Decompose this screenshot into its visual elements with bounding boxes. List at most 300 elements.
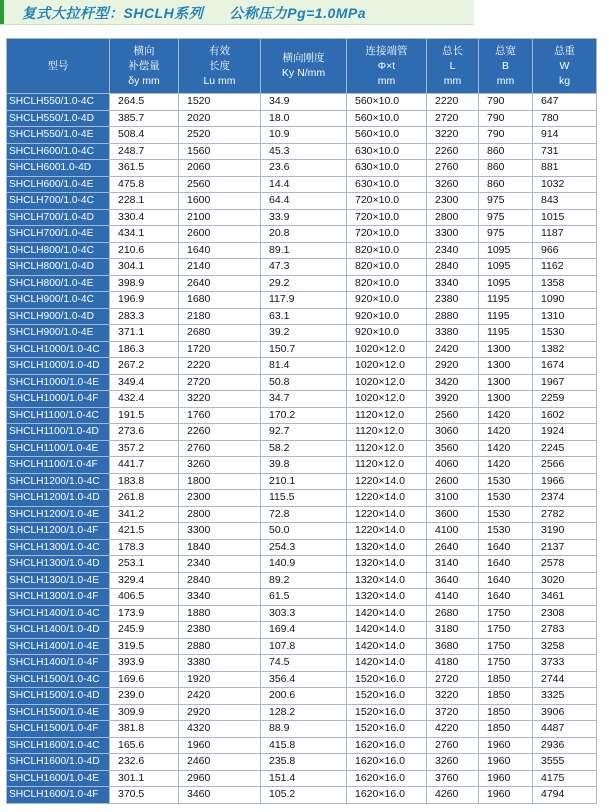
value-cell: 128.2 xyxy=(261,704,347,721)
value-cell: 1520×16.0 xyxy=(347,671,427,688)
value-cell: 1966 xyxy=(533,473,597,490)
value-cell: 1320×14.0 xyxy=(347,589,427,606)
title-bar xyxy=(0,0,474,25)
value-cell: 3260 xyxy=(427,176,479,193)
table-row xyxy=(7,539,597,556)
value-cell: 1195 xyxy=(479,325,533,342)
value-cell: 357.2 xyxy=(110,440,179,457)
value-cell: 23.6 xyxy=(261,160,347,177)
value-cell: 1750 xyxy=(479,605,533,622)
value-cell: 860 xyxy=(479,176,533,193)
model-cell: SHCLH900/1.0-4C xyxy=(7,292,110,309)
value-cell: 1760 xyxy=(179,407,261,424)
value-cell: 820×10.0 xyxy=(347,242,427,259)
value-cell: 140.9 xyxy=(261,556,347,573)
value-cell: 1320×14.0 xyxy=(347,539,427,556)
value-cell: 2680 xyxy=(179,325,261,342)
value-cell: 393.9 xyxy=(110,655,179,672)
value-cell: 3190 xyxy=(533,523,597,540)
value-cell: 50.0 xyxy=(261,523,347,540)
model-cell: SHCLH900/1.0-4E xyxy=(7,325,110,342)
model-cell: SHCLH1400/1.0-4E xyxy=(7,638,110,655)
value-cell: 1850 xyxy=(479,721,533,738)
value-cell: 196.9 xyxy=(110,292,179,309)
column-header xyxy=(179,39,261,94)
value-cell: 1420 xyxy=(479,424,533,441)
value-cell: 1320×14.0 xyxy=(347,556,427,573)
table-row xyxy=(7,110,597,127)
value-cell: 1420×14.0 xyxy=(347,655,427,672)
table-row xyxy=(7,490,597,507)
model-cell: SHCLH1600/1.0-4D xyxy=(7,754,110,771)
table-row xyxy=(7,374,597,391)
table-row xyxy=(7,440,597,457)
value-cell: 1220×14.0 xyxy=(347,473,427,490)
table-row xyxy=(7,391,597,408)
model-cell: SHCLH1600/1.0-4E xyxy=(7,770,110,787)
column-header-line: Ky N/mm xyxy=(281,67,326,79)
value-cell: 89.2 xyxy=(261,572,347,589)
value-cell: 3300 xyxy=(427,226,479,243)
column-header-line: W xyxy=(559,59,570,72)
table-row xyxy=(7,688,597,705)
value-cell: 349.4 xyxy=(110,374,179,391)
value-cell: 3460 xyxy=(179,787,261,804)
value-cell: 50.8 xyxy=(261,374,347,391)
value-cell: 820×10.0 xyxy=(347,259,427,276)
value-cell: 1750 xyxy=(479,638,533,655)
value-cell: 89.1 xyxy=(261,242,347,259)
value-cell: 3100 xyxy=(427,490,479,507)
table-row xyxy=(7,754,597,771)
value-cell: 720×10.0 xyxy=(347,193,427,210)
value-cell: 2760 xyxy=(427,160,479,177)
value-cell: 1530 xyxy=(533,325,597,342)
table-row xyxy=(7,275,597,292)
model-cell: SHCLH900/1.0-4D xyxy=(7,308,110,325)
value-cell: 2137 xyxy=(533,539,597,556)
table-row xyxy=(7,424,597,441)
value-cell: 1520×16.0 xyxy=(347,721,427,738)
table-row xyxy=(7,589,597,606)
value-cell: 39.2 xyxy=(261,325,347,342)
value-cell: 3020 xyxy=(533,572,597,589)
value-cell: 1420 xyxy=(479,407,533,424)
value-cell: 34.9 xyxy=(261,94,347,111)
value-cell: 1850 xyxy=(479,688,533,705)
value-cell: 434.1 xyxy=(110,226,179,243)
value-cell: 2840 xyxy=(179,572,261,589)
title-accent-stripe xyxy=(0,0,4,24)
column-header-line: mm xyxy=(443,74,462,87)
table-row xyxy=(7,226,597,243)
value-cell: 920×10.0 xyxy=(347,325,427,342)
model-cell: SHCLH1200/1.0-4D xyxy=(7,490,110,507)
spec-table xyxy=(6,38,597,804)
value-cell: 1960 xyxy=(479,787,533,804)
value-cell: 1187 xyxy=(533,226,597,243)
table-row xyxy=(7,457,597,474)
value-cell: 2245 xyxy=(533,440,597,457)
value-cell: 3325 xyxy=(533,688,597,705)
value-cell: 4175 xyxy=(533,770,597,787)
value-cell: 432.4 xyxy=(110,391,179,408)
value-cell: 3180 xyxy=(427,622,479,639)
value-cell: 117.9 xyxy=(261,292,347,309)
value-cell: 3380 xyxy=(427,325,479,342)
value-cell: 1020×12.0 xyxy=(347,391,427,408)
table-row xyxy=(7,341,597,358)
value-cell: 975 xyxy=(479,226,533,243)
value-cell: 720×10.0 xyxy=(347,226,427,243)
value-cell: 647 xyxy=(533,94,597,111)
value-cell: 2380 xyxy=(427,292,479,309)
header-row xyxy=(7,39,597,94)
value-cell: 508.4 xyxy=(110,127,179,144)
model-cell: SHCLH600/1.0-4E xyxy=(7,176,110,193)
value-cell: 2220 xyxy=(427,94,479,111)
value-cell: 1300 xyxy=(479,358,533,375)
model-cell: SHCLH1000/1.0-4F xyxy=(7,391,110,408)
value-cell: 1095 xyxy=(479,259,533,276)
model-cell: SHCLH1200/1.0-4E xyxy=(7,506,110,523)
table-row xyxy=(7,671,597,688)
table-row xyxy=(7,127,597,144)
value-cell: 1420×14.0 xyxy=(347,605,427,622)
column-header-line: 总宽 xyxy=(495,44,516,57)
value-cell: 1620×16.0 xyxy=(347,770,427,787)
column-header xyxy=(7,39,110,94)
table-header xyxy=(7,39,597,94)
value-cell: 283.3 xyxy=(110,308,179,325)
column-header-line: L xyxy=(449,59,456,72)
table-row xyxy=(7,655,597,672)
value-cell: 843 xyxy=(533,193,597,210)
table-row xyxy=(7,160,597,177)
model-cell: SHCLH600/1.0-4C xyxy=(7,143,110,160)
value-cell: 92.7 xyxy=(261,424,347,441)
value-cell: 169.4 xyxy=(261,622,347,639)
value-cell: 2800 xyxy=(427,209,479,226)
value-cell: 165.6 xyxy=(110,737,179,754)
value-cell: 2140 xyxy=(179,259,261,276)
value-cell: 630×10.0 xyxy=(347,160,427,177)
value-cell: 1032 xyxy=(533,176,597,193)
value-cell: 1420 xyxy=(479,457,533,474)
value-cell: 1162 xyxy=(533,259,597,276)
model-cell: SHCLH800/1.0-4E xyxy=(7,275,110,292)
column-header-line: 总长 xyxy=(442,44,463,57)
value-cell: 2720 xyxy=(427,671,479,688)
value-cell: 2260 xyxy=(179,424,261,441)
column-header xyxy=(110,39,179,94)
value-cell: 1020×12.0 xyxy=(347,341,427,358)
table-row xyxy=(7,704,597,721)
value-cell: 2566 xyxy=(533,457,597,474)
value-cell: 3420 xyxy=(427,374,479,391)
value-cell: 1520 xyxy=(179,94,261,111)
value-cell: 1220×14.0 xyxy=(347,523,427,540)
value-cell: 2308 xyxy=(533,605,597,622)
value-cell: 2560 xyxy=(427,407,479,424)
value-cell: 1750 xyxy=(479,655,533,672)
value-cell: 370.5 xyxy=(110,787,179,804)
value-cell: 398.9 xyxy=(110,275,179,292)
value-cell: 239.0 xyxy=(110,688,179,705)
value-cell: 2260 xyxy=(427,143,479,160)
value-cell: 341.2 xyxy=(110,506,179,523)
model-cell: SHCLH700/1.0-4E xyxy=(7,226,110,243)
column-header-line: B xyxy=(501,59,509,72)
value-cell: 1020×12.0 xyxy=(347,358,427,375)
value-cell: 1640 xyxy=(179,242,261,259)
table-row xyxy=(7,605,597,622)
value-cell: 319.5 xyxy=(110,638,179,655)
value-cell: 2259 xyxy=(533,391,597,408)
value-cell: 2300 xyxy=(179,490,261,507)
value-cell: 1020×12.0 xyxy=(347,374,427,391)
table-body xyxy=(7,94,597,804)
value-cell: 3340 xyxy=(179,589,261,606)
table-row xyxy=(7,259,597,276)
value-cell: 58.2 xyxy=(261,440,347,457)
model-cell: SHCLH1000/1.0-4C xyxy=(7,341,110,358)
value-cell: 630×10.0 xyxy=(347,143,427,160)
column-header-line: 长度 xyxy=(209,59,230,72)
model-cell: SHCLH1400/1.0-4F xyxy=(7,655,110,672)
value-cell: 820×10.0 xyxy=(347,275,427,292)
model-cell: SHCLH1600/1.0-4F xyxy=(7,787,110,804)
column-header xyxy=(261,39,347,94)
model-cell: SHCLH1200/1.0-4C xyxy=(7,473,110,490)
value-cell: 560×10.0 xyxy=(347,127,427,144)
value-cell: 74.5 xyxy=(261,655,347,672)
value-cell: 253.1 xyxy=(110,556,179,573)
value-cell: 1300 xyxy=(479,341,533,358)
model-cell: SHCLH1600/1.0-4C xyxy=(7,737,110,754)
value-cell: 2920 xyxy=(179,704,261,721)
value-cell: 1120×12.0 xyxy=(347,440,427,457)
column-header-line: 横向 xyxy=(133,44,155,57)
value-cell: 3220 xyxy=(427,127,479,144)
table-row xyxy=(7,407,597,424)
value-cell: 1620×16.0 xyxy=(347,754,427,771)
value-cell: 2782 xyxy=(533,506,597,523)
column-header-line: Φ×t xyxy=(377,59,396,72)
value-cell: 1358 xyxy=(533,275,597,292)
value-cell: 1120×12.0 xyxy=(347,407,427,424)
value-cell: 2920 xyxy=(427,358,479,375)
value-cell: 2744 xyxy=(533,671,597,688)
value-cell: 2720 xyxy=(427,110,479,127)
value-cell: 1195 xyxy=(479,308,533,325)
value-cell: 881 xyxy=(533,160,597,177)
value-cell: 630×10.0 xyxy=(347,176,427,193)
value-cell: 381.8 xyxy=(110,721,179,738)
value-cell: 3380 xyxy=(179,655,261,672)
table-row xyxy=(7,242,597,259)
value-cell: 1680 xyxy=(179,292,261,309)
table-row xyxy=(7,358,597,375)
value-cell: 415.8 xyxy=(261,737,347,754)
value-cell: 1840 xyxy=(179,539,261,556)
value-cell: 29.2 xyxy=(261,275,347,292)
value-cell: 107.8 xyxy=(261,638,347,655)
table-row xyxy=(7,209,597,226)
value-cell: 173.9 xyxy=(110,605,179,622)
value-cell: 3920 xyxy=(427,391,479,408)
value-cell: 1220×14.0 xyxy=(347,490,427,507)
model-cell: SHCLH6001.0-4D xyxy=(7,160,110,177)
value-cell: 361.5 xyxy=(110,160,179,177)
value-cell: 1880 xyxy=(179,605,261,622)
value-cell: 441.7 xyxy=(110,457,179,474)
value-cell: 63.1 xyxy=(261,308,347,325)
model-cell: SHCLH1300/1.0-4C xyxy=(7,539,110,556)
value-cell: 2760 xyxy=(427,737,479,754)
value-cell: 304.1 xyxy=(110,259,179,276)
model-cell: SHCLH1000/1.0-4E xyxy=(7,374,110,391)
column-header-line: 补偿量 xyxy=(128,59,160,72)
value-cell: 1640 xyxy=(479,556,533,573)
value-cell: 4220 xyxy=(427,721,479,738)
column-header-line: mm xyxy=(377,74,396,87)
value-cell: 3140 xyxy=(427,556,479,573)
value-cell: 169.6 xyxy=(110,671,179,688)
model-cell: SHCLH800/1.0-4D xyxy=(7,259,110,276)
value-cell: 232.6 xyxy=(110,754,179,771)
value-cell: 790 xyxy=(479,94,533,111)
value-cell: 3300 xyxy=(179,523,261,540)
value-cell: 790 xyxy=(479,110,533,127)
value-cell: 3220 xyxy=(427,688,479,705)
value-cell: 1960 xyxy=(479,770,533,787)
value-cell: 248.7 xyxy=(110,143,179,160)
model-cell: SHCLH1500/1.0-4F xyxy=(7,721,110,738)
value-cell: 2340 xyxy=(179,556,261,573)
value-cell: 14.4 xyxy=(261,176,347,193)
value-cell: 3340 xyxy=(427,275,479,292)
value-cell: 1095 xyxy=(479,275,533,292)
column-header-line: 连接端管 xyxy=(365,44,408,57)
value-cell: 1530 xyxy=(479,523,533,540)
value-cell: 1120×12.0 xyxy=(347,457,427,474)
value-cell: 2460 xyxy=(179,754,261,771)
value-cell: 1560 xyxy=(179,143,261,160)
value-cell: 2380 xyxy=(179,622,261,639)
model-cell: SHCLH1300/1.0-4F xyxy=(7,589,110,606)
value-cell: 61.5 xyxy=(261,589,347,606)
series-title: 复式大拉杆型：SHCLH系列 xyxy=(22,5,204,21)
model-cell: SHCLH1000/1.0-4D xyxy=(7,358,110,375)
value-cell: 1220×14.0 xyxy=(347,506,427,523)
column-header-line: 有效 xyxy=(209,44,230,57)
value-cell: 1674 xyxy=(533,358,597,375)
value-cell: 2420 xyxy=(179,688,261,705)
value-cell: 18.0 xyxy=(261,110,347,127)
value-cell: 150.7 xyxy=(261,341,347,358)
value-cell: 115.5 xyxy=(261,490,347,507)
value-cell: 1924 xyxy=(533,424,597,441)
value-cell: 3600 xyxy=(427,506,479,523)
value-cell: 2340 xyxy=(427,242,479,259)
value-cell: 3733 xyxy=(533,655,597,672)
value-cell: 2520 xyxy=(179,127,261,144)
table-row xyxy=(7,556,597,573)
value-cell: 4180 xyxy=(427,655,479,672)
value-cell: 1530 xyxy=(479,473,533,490)
value-cell: 3260 xyxy=(179,457,261,474)
table-row xyxy=(7,770,597,787)
value-cell: 1382 xyxy=(533,341,597,358)
model-cell: SHCLH1100/1.0-4E xyxy=(7,440,110,457)
value-cell: 2720 xyxy=(179,374,261,391)
value-cell: 4140 xyxy=(427,589,479,606)
value-cell: 1967 xyxy=(533,374,597,391)
value-cell: 560×10.0 xyxy=(347,110,427,127)
value-cell: 39.8 xyxy=(261,457,347,474)
value-cell: 2960 xyxy=(179,770,261,787)
value-cell: 1620×16.0 xyxy=(347,737,427,754)
value-cell: 2936 xyxy=(533,737,597,754)
column-header xyxy=(479,39,533,94)
value-cell: 3461 xyxy=(533,589,597,606)
value-cell: 301.1 xyxy=(110,770,179,787)
value-cell: 920×10.0 xyxy=(347,308,427,325)
table-row xyxy=(7,94,597,111)
value-cell: 1800 xyxy=(179,473,261,490)
table-row xyxy=(7,176,597,193)
value-cell: 303.3 xyxy=(261,605,347,622)
value-cell: 1015 xyxy=(533,209,597,226)
value-cell: 2600 xyxy=(427,473,479,490)
value-cell: 3720 xyxy=(427,704,479,721)
value-cell: 780 xyxy=(533,110,597,127)
model-cell: SHCLH700/1.0-4C xyxy=(7,193,110,210)
value-cell: 4487 xyxy=(533,721,597,738)
value-cell: 72.8 xyxy=(261,506,347,523)
value-cell: 385.7 xyxy=(110,110,179,127)
value-cell: 2020 xyxy=(179,110,261,127)
value-cell: 2100 xyxy=(179,209,261,226)
table-row xyxy=(7,292,597,309)
value-cell: 1530 xyxy=(479,490,533,507)
value-cell: 191.5 xyxy=(110,407,179,424)
value-cell: 1195 xyxy=(479,292,533,309)
value-cell: 210.6 xyxy=(110,242,179,259)
value-cell: 3258 xyxy=(533,638,597,655)
value-cell: 264.5 xyxy=(110,94,179,111)
value-cell: 186.3 xyxy=(110,341,179,358)
value-cell: 1420×14.0 xyxy=(347,638,427,655)
value-cell: 1960 xyxy=(479,754,533,771)
model-cell: SHCLH1400/1.0-4C xyxy=(7,605,110,622)
value-cell: 47.3 xyxy=(261,259,347,276)
value-cell: 245.9 xyxy=(110,622,179,639)
value-cell: 329.4 xyxy=(110,572,179,589)
value-cell: 1420 xyxy=(479,440,533,457)
table-row xyxy=(7,523,597,540)
column-header xyxy=(533,39,597,94)
table-row xyxy=(7,638,597,655)
value-cell: 1520×16.0 xyxy=(347,704,427,721)
value-cell: 975 xyxy=(479,193,533,210)
value-cell: 966 xyxy=(533,242,597,259)
value-cell: 975 xyxy=(479,209,533,226)
value-cell: 421.5 xyxy=(110,523,179,540)
table-row xyxy=(7,506,597,523)
column-header-line: mm xyxy=(496,74,515,87)
